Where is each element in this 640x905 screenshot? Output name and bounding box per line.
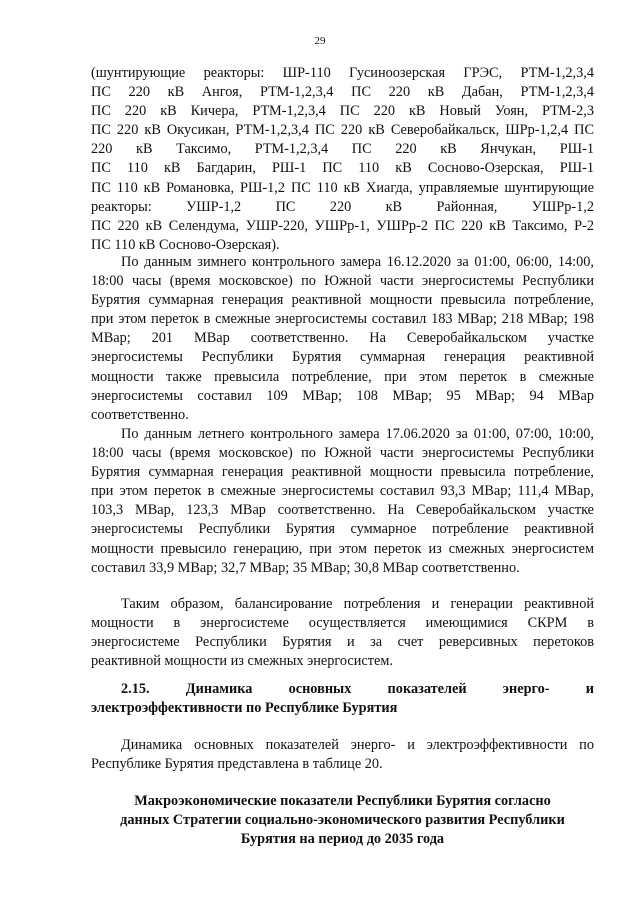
text-line: составил 33,9 МВар; 32,7 МВар; 35 МВар; 30,8 МВар соответственно.: [91, 559, 520, 576]
paragraph-table-reference: [91, 736, 594, 774]
section-heading: [91, 680, 594, 718]
text-line: энергосистемы Республики Бурятия суммарное потребление реактивной: [91, 521, 594, 538]
text-line: при этом переток в смежные энергосистемы составил 93,3 МВар; 111,4 МВар,: [91, 483, 594, 500]
text-line: Таким образом, балансирование потребления и генерации реактивной: [121, 596, 594, 612]
text-line: реакторы: УШР-1,2 ПС 220 кВ Районная, УШРр-1,2: [91, 198, 594, 215]
text-line: По данным зимнего контрольного замера 16.12.2020 за 01:00, 06:00, 14:00,: [121, 254, 594, 270]
text-line: реактивной мощности из смежных энергосистем.: [91, 653, 393, 670]
caption-line: Макроэкономические показатели Республики Бурятия согласно: [134, 793, 551, 809]
text-line: ПС 110 кВ Багдарин, РШ-1 ПС 110 кВ Сосново-Озерская, РШ-1: [91, 160, 594, 177]
text-line: ПС 220 кВ Окусикан, РТМ-1,2,3,4 ПС 220 кВ Северобайкальск, ШРр-1,2,4 ПС: [91, 122, 594, 139]
text-line: мощности превысило генерацию, при этом переток из смежных энергосистем: [91, 540, 594, 557]
paragraph-shunt-reactors: [91, 64, 594, 255]
text-line: Динамика основных показателей энерго- и электроэффективности по: [121, 737, 594, 753]
heading-line: электроэффективности по Республике Бурятия: [91, 700, 398, 717]
text-line: мощности в энергосистеме осуществляется имеющимися СКРМ в: [91, 615, 594, 632]
caption-line: Бурятия на период до 2035 года: [240, 831, 445, 848]
paragraph-winter-measurement: [91, 253, 594, 425]
text-line: при этом переток в смежные энергосистемы составил 183 МВар; 218 МВар; 198: [91, 311, 594, 328]
heading-line: 2.15. Динамика основных показателей энерго- и: [121, 681, 594, 697]
text-line: энергосистеме Республики Бурятия и за счет реверсивных перетоков: [91, 634, 594, 651]
text-line: мощности также превысила потребление, при этом переток в смежные: [91, 368, 594, 385]
text-line: (шунтирующие реакторы: ШР-110 Гусиноозерская ГРЭС, РТМ-1,2,3,4: [91, 65, 594, 81]
text-line: 103,3 МВар, 123,3 МВар соответственно. На Северобайкальском участке: [91, 502, 594, 519]
text-line: энергосистемы составил 109 МВар; 108 МВар; 95 МВар; 94 МВар: [91, 387, 594, 404]
text-line: Бурятия суммарная генерация реактивной мощности превысила потребление,: [91, 464, 594, 481]
paragraph-conclusion: [91, 595, 594, 671]
paragraph-summer-measurement: [91, 425, 594, 578]
text-line: ПС 220 кВ Ангоя, РТМ-1,2,3,4 ПС 220 кВ Дабан, РТМ-1,2,3,4: [91, 84, 594, 101]
page-number: 29: [314, 35, 326, 47]
text-line: МВар; 201 МВар соответственно. На Северобайкальском участке: [91, 330, 594, 347]
text-line: 18:00 часы (время московское) по Южной части энергосистемы Республики: [91, 273, 594, 290]
text-line: ПС 220 кВ Кичера, РТМ-1,2,3,4 ПС 220 кВ Новый Уоян, РТМ-2,3: [91, 103, 594, 120]
text-line: ПС 110 кВ Романовка, РШ-1,2 ПС 110 кВ Хиагда, управляемые шунтирующие: [91, 179, 594, 196]
text-line: 18:00 часы (время московское) по Южной части энергосистемы Республики: [91, 445, 594, 462]
caption-line: данных Стратегии социально-экономического развития Республики: [120, 812, 565, 829]
text-line: ПС 220 кВ Селендума, УШР-220, УШРр-1, УШРр-2 ПС 220 кВ Таксимо, Р-2: [91, 217, 594, 234]
text-line: Бурятия суммарная генерация реактивной мощности превысила потребление,: [91, 292, 594, 309]
text-line: Республике Бурятия представлена в таблице 20.: [91, 756, 383, 773]
text-line: энергосистемы Республики Бурятия суммарная генерация реактивной: [91, 349, 594, 366]
table-caption: [91, 792, 594, 849]
text-line: соответственно.: [91, 406, 189, 423]
text-line: 220 кВ Таксимо, РТМ-1,2,3,4 ПС 220 кВ Янчукан, РШ-1: [91, 141, 594, 158]
text-line: По данным летнего контрольного замера 17.06.2020 за 01:00, 07:00, 10:00,: [121, 426, 594, 442]
text-line: ПС 110 кВ Сосново-Озерская).: [91, 236, 280, 253]
